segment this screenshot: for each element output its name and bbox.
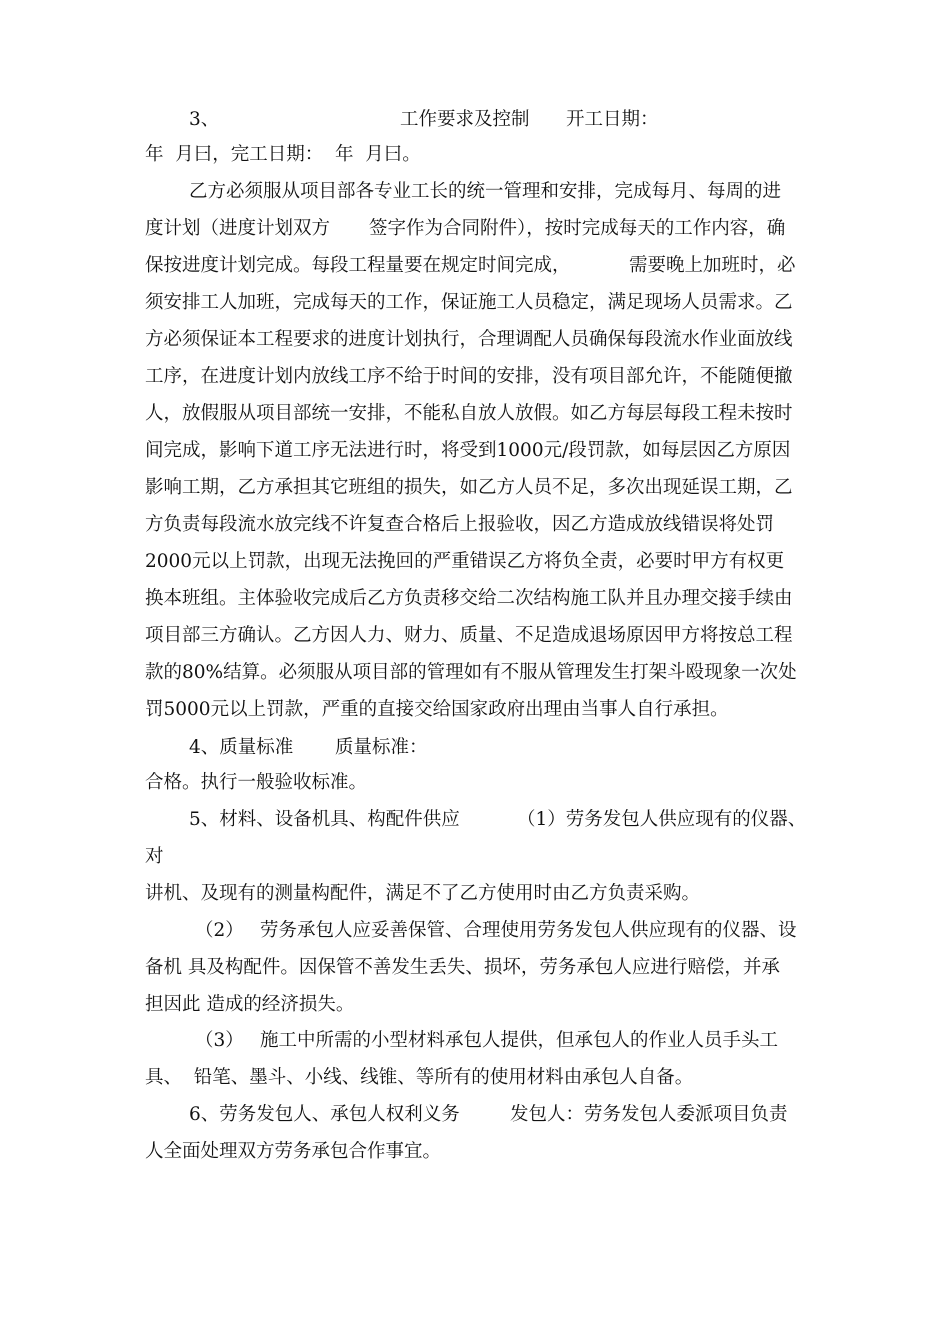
paragraph-line: 人，放假服从项目部统一安排，不能私自放人放假。如乙方每层每段工程未按时 [145, 403, 793, 424]
section-3-heading: 工作要求及控制 [400, 109, 530, 130]
quality-standard-label: 质量标准： [335, 737, 428, 758]
section-5-item-2: 劳务承包人应妥善保管、合理使用劳务发包人供应现有的仪器、设 [260, 920, 797, 941]
section-5-item-2-number: （2） [195, 920, 244, 941]
section-5-item-3: 施工中所需的小型材料承包人提供，但承包人的作业人员手头工 [260, 1030, 779, 1051]
section-5-item-1: （1）劳务发包人供应现有的仪器、 [517, 809, 807, 830]
paragraph-line: 换本班组。主体验收完成后乙方负责移交给二次结构施工队并且办理交接手续由 [145, 588, 793, 609]
paragraph-line: 签字作为合同附件），按时完成每天的工作内容，确 [369, 218, 786, 239]
section-5-item-1-wrap: 对 [145, 846, 164, 867]
paragraph-line: 工序，在进度计划内放线工序不给于时间的安排，没有项目部允许，不能随便撤 [145, 366, 793, 387]
section-6-heading: 6、劳务发包人、承包人权利义务 [189, 1104, 460, 1125]
section-5-item-2-cont: 备机 具及构配件。因保管不善发生丢失、损坏，劳务承包人应进行赔偿，并承 [145, 957, 780, 978]
paragraph-line: 罚5000元以上罚款，严重的直接交给国家政府出理由当事人自行承担。 [145, 699, 729, 720]
section-6-text: 发包人：劳务发包人委派项目负责 [510, 1104, 788, 1125]
dates-line: 年 月曰，完工日期： 年 月曰。 [145, 144, 421, 165]
paragraph-line: 保按进度计划完成。每段工程量要在规定时间完成， [145, 255, 571, 276]
section-5-heading: 5、材料、设备机具、构配件供应 [189, 809, 460, 830]
paragraph-line: 方必须保证本工程要求的进度计划执行，合理调配人员确保每段流水作业面放线 [145, 329, 793, 350]
section-3-number: 3、 [189, 109, 220, 130]
paragraph-line: 间完成，影响下道工序无法进行时，将受到1000元/段罚款，如每层因乙方原因 [145, 440, 791, 461]
paragraph-line: 项目部三方确认。乙方因人力、财力、质量、不足造成退场原因甲方将按总工程 [145, 625, 793, 646]
section-4-heading: 4、质量标准 [189, 737, 294, 758]
start-date-label: 开工日期： [566, 109, 659, 130]
section-6-text-cont: 人全面处理双方劳务承包合作事宜。 [145, 1141, 442, 1162]
paragraph-line: 方负责每段流水放完线不许复查合格后上报验收，因乙方造成放线错误将处罚 [145, 514, 775, 535]
paragraph-line: 款的80%结算。必须服从项目部的管理如有不服从管理发生打架斗殴现象一次处 [145, 662, 797, 683]
paragraph-line: 2000元以上罚款，出现无法挽回的严重错误乙方将负全责，必要时甲方有权更 [145, 551, 785, 572]
section-5-item-1-cont: 讲机、及现有的测量构配件，满足不了乙方使用时由乙方负责采购。 [145, 883, 701, 904]
section-5-item-3-cont: 具、 铅笔、墨斗、小线、线锥、等所有的使用材料由承包人自备。 [145, 1067, 694, 1088]
section-5-item-2-cont: 担因此 造成的经济损失。 [145, 994, 355, 1015]
quality-standard-text: 合格。执行一般验收标准。 [145, 772, 368, 793]
paragraph-line: 需要晚上加班时，必 [629, 255, 796, 276]
paragraph-line: 须安排工人加班，完成每天的工作，保证施工人员稳定，满足现场人员需求。乙 [145, 292, 793, 313]
paragraph-line: 乙方必须服从项目部各专业工长的统一管理和安排，完成每月、每周的进 [189, 181, 782, 202]
section-5-item-3-number: （3） [195, 1030, 244, 1051]
paragraph-line: 影响工期，乙方承担其它班组的损失，如乙方人员不足，多次出现延误工期，乙 [145, 477, 793, 498]
paragraph-line: 度计划（进度计划双方 [145, 218, 331, 239]
